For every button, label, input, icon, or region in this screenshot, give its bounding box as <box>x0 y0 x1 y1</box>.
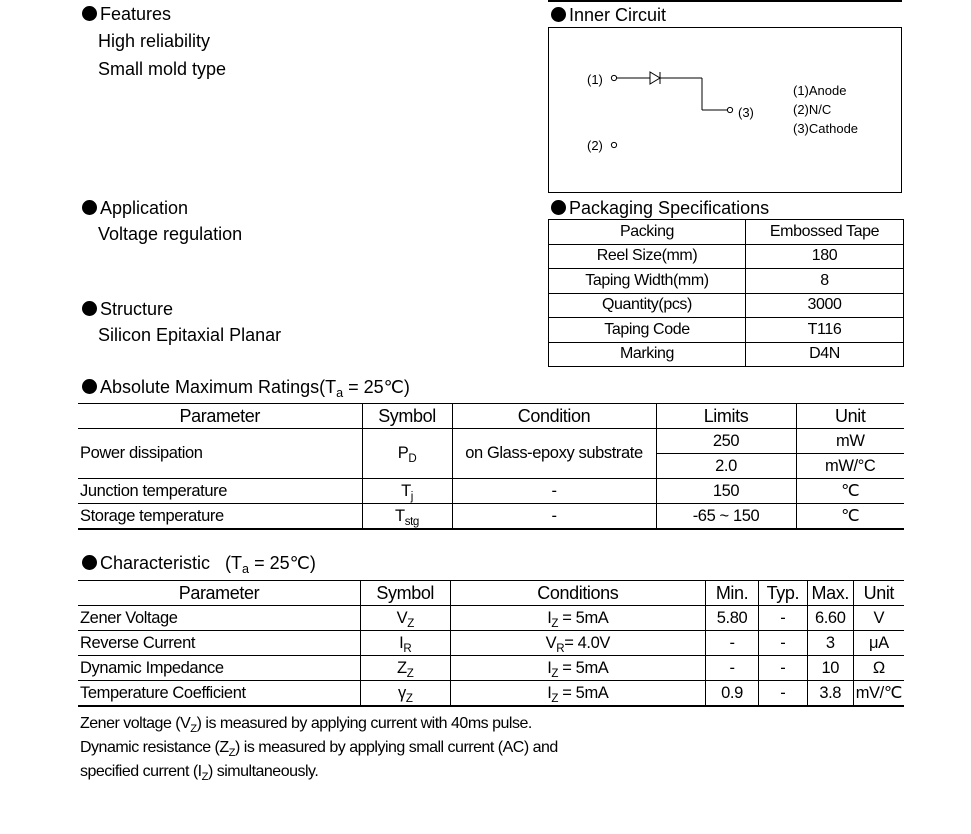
header-parameter: Parameter <box>78 404 362 429</box>
storage-limit: -65 ~ 150 <box>656 504 796 530</box>
symbol-cell: $Z_Z$ <box>360 656 450 681</box>
table-row <box>78 681 904 707</box>
abs-max-table <box>78 403 904 530</box>
unit-cell: μA <box>853 631 904 656</box>
bullet-icon <box>551 7 566 22</box>
table-row <box>78 631 904 656</box>
application-item: Voltage regulation <box>98 224 243 244</box>
features-heading: Features <box>82 4 171 25</box>
power-derating-limit: 2.0 <box>656 454 796 479</box>
table-row <box>78 656 904 681</box>
header-symbol: Symbol <box>362 404 452 429</box>
max-cell: 3.8 <box>807 681 853 707</box>
table-header-row <box>78 404 904 429</box>
min-cell: - <box>706 631 759 656</box>
parameter-cell: Reverse Current <box>78 631 360 656</box>
typ-cell: - <box>758 681 807 707</box>
header-symbol: Symbol <box>360 581 450 606</box>
typ-cell: - <box>758 631 807 656</box>
table-row <box>549 244 904 269</box>
table-row <box>78 606 904 631</box>
reel-size-value: 180 <box>746 244 904 269</box>
table-row <box>549 318 904 343</box>
diode-schematic-icon <box>548 27 902 193</box>
header-unit: Unit <box>796 404 904 429</box>
unit-cell: mV/℃ <box>853 681 904 707</box>
top-divider <box>548 0 902 2</box>
note-zener-voltage: Zener voltage $(V_Z)$ is measured by applying current with 40ms pulse. <box>80 715 532 735</box>
packaging-heading: Packaging Specifications <box>551 198 769 219</box>
inner-circuit-heading: Inner Circuit <box>551 5 666 26</box>
header-max: Max. <box>807 581 853 606</box>
min-cell: 0.9 <box>706 681 759 707</box>
min-cell: 5.80 <box>706 606 759 631</box>
legend-cathode: (3)Cathode <box>793 121 859 136</box>
table-row <box>549 269 904 294</box>
characteristic-table <box>78 580 904 707</box>
parameter-cell: Zener Voltage <box>78 606 360 631</box>
typ-cell: - <box>758 606 807 631</box>
packing-value: Embossed Tape <box>746 220 904 245</box>
taping-code-label: Taping Code <box>549 318 746 343</box>
inner-circuit-box <box>548 27 902 193</box>
storage-symbol: $T_{stg}$ <box>362 504 452 530</box>
header-min: Min. <box>706 581 759 606</box>
condition-cell: $V_R= 4.0V$ <box>450 631 706 656</box>
condition-cell: $I_Z = 5mA$ <box>450 606 706 631</box>
typ-cell: - <box>758 656 807 681</box>
bullet-icon <box>551 200 566 215</box>
table-row <box>78 479 904 504</box>
power-condition: on Glass-epoxy substrate <box>452 429 656 479</box>
note-specified-current: specified current $(I_Z)$ simultaneously. <box>80 763 319 783</box>
bullet-icon <box>82 6 97 21</box>
max-cell: 3 <box>807 631 853 656</box>
storage-parameter: Storage temperature <box>78 504 362 530</box>
min-cell: - <box>706 656 759 681</box>
bullet-icon <box>82 301 97 316</box>
packaging-table <box>548 219 904 367</box>
feature-item: Small mold type <box>98 59 227 79</box>
structure-item: Silicon Epitaxial Planar <box>98 325 282 345</box>
pin3-label: (3) <box>738 105 754 120</box>
bullet-icon <box>82 555 97 570</box>
structure-heading: Structure <box>82 299 173 320</box>
table-row <box>78 429 904 454</box>
condition-cell: $I_Z = 5mA$ <box>450 681 706 707</box>
storage-condition: - <box>452 504 656 530</box>
legend-nc: (2)N/C <box>793 102 832 117</box>
legend-anode: (1)Anode <box>793 83 847 98</box>
symbol-cell: $I_R$ <box>360 631 450 656</box>
taping-width-label: Taping Width(mm) <box>549 269 746 294</box>
junction-parameter: Junction temperature <box>78 479 362 504</box>
unit-cell: Ω <box>853 656 904 681</box>
power-limit-mw: 250 <box>656 429 796 454</box>
symbol-cell: $\gamma_Z$ <box>360 681 450 707</box>
note-dynamic-resistance: Dynamic resistance $(Z_Z)$ is measured by applying small current (AC) and <box>80 739 558 759</box>
power-symbol: $P_D$ <box>362 429 452 479</box>
marking-label: Marking <box>549 342 746 367</box>
header-condition: Condition <box>452 404 656 429</box>
taping-code-value: T116 <box>746 318 904 343</box>
table-row <box>78 504 904 530</box>
junction-unit: ℃ <box>796 479 904 504</box>
parameter-cell: Temperature Coefficient <box>78 681 360 707</box>
table-row <box>549 220 904 245</box>
packing-label: Packing <box>549 220 746 245</box>
parameter-cell: Dynamic Impedance <box>78 656 360 681</box>
condition-cell: $I_Z = 5mA$ <box>450 656 706 681</box>
power-unit-mw: mW <box>796 429 904 454</box>
header-parameter: Parameter <box>78 581 360 606</box>
quantity-value: 3000 <box>746 293 904 318</box>
max-cell: 6.60 <box>807 606 853 631</box>
power-derating-unit: mW/°C <box>796 454 904 479</box>
bullet-icon <box>82 200 97 215</box>
symbol-cell: $V_Z$ <box>360 606 450 631</box>
header-typ: Typ. <box>758 581 807 606</box>
storage-unit: ℃ <box>796 504 904 530</box>
application-heading: Application <box>82 198 188 219</box>
marking-value: D4N <box>746 342 904 367</box>
taping-width-value: 8 <box>746 269 904 294</box>
pin2-label: (2) <box>587 138 603 153</box>
pin1-label: (1) <box>587 72 603 87</box>
header-unit: Unit <box>853 581 904 606</box>
quantity-label: Quantity(pcs) <box>549 293 746 318</box>
max-cell: 10 <box>807 656 853 681</box>
table-header-row <box>78 581 904 606</box>
abs-max-heading: Absolute Maximum $Ratings(T_a$ = 25℃) <box>82 377 410 398</box>
table-row <box>549 293 904 318</box>
junction-condition: - <box>452 479 656 504</box>
bullet-icon <box>82 379 97 394</box>
feature-item: High reliability <box>98 31 211 51</box>
characteristic-heading: Characteristic ($T_a$ = 25℃) <box>82 553 316 574</box>
header-conditions: Conditions <box>450 581 706 606</box>
unit-cell: V <box>853 606 904 631</box>
power-parameter: Power dissipation <box>78 429 362 479</box>
table-row <box>549 342 904 367</box>
junction-limit: 150 <box>656 479 796 504</box>
reel-size-label: Reel Size(mm) <box>549 244 746 269</box>
junction-symbol: $T_j$ <box>362 479 452 504</box>
header-limits: Limits <box>656 404 796 429</box>
